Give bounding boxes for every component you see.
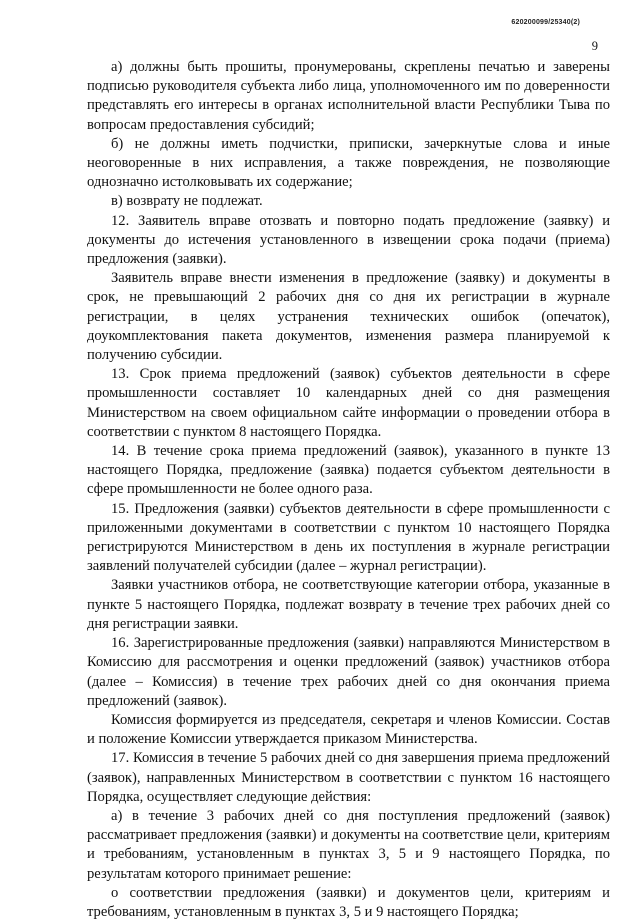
- paragraph: 17. Комиссия в течение 5 рабочих дней со дня завершения приема предложений (заявок), направленных Министерством в соответствии с пунктом 16 настоящего Порядка, осуществляет следующие действия:: [87, 750, 610, 805]
- document-code: 620200099/25340(2): [511, 19, 580, 26]
- paragraph: а) в течение 3 рабочих дней со дня поступления предложений (заявок) рассматривает предложения (заявки) и документы на соответствие цели, критериям и требованиям, установленным в пунктах 3, 5 и 9 настоящего Порядка, по результатам которого принимает решение:: [87, 807, 610, 882]
- paragraph: в) возврату не подлежат.: [111, 193, 263, 210]
- paragraph: 14. В течение срока приема предложений (заявок), указанного в пункте 13 настоящего Порядка, предложение (заявка) подается субъектом деятельности в сфере промышленности не более одного раза.: [87, 443, 610, 498]
- paragraph: 12. Заявитель вправе отозвать и повторно подать предложение (заявку) и документы до истечения установленного в извещении срока подачи (приема) предложения (заявки).: [87, 212, 610, 268]
- paragraph: Комиссия формируется из председателя, секретаря и членов Комиссии. Состав и положение Комиссии утверждается приказом Министерства.: [87, 711, 610, 748]
- page-number: 9: [591, 39, 598, 53]
- paragraph: 15. Предложения (заявки) субъектов деятельности в сфере промышленности с приложенными документами в соответствии с пунктом 10 настоящего Порядка регистрируются Министерством в день их поступления в журнале регистрации заявлений получателей субсидии (далее – журнал регистрации).: [87, 500, 610, 575]
- paragraph: а) должны быть прошиты, пронумерованы, скреплены печатью и заверены подписью руководителя субъекта либо лица, уполномоченного им по доверенности представлять его интересы в органах исполнительной власти Республики Тыва по вопросам предоставления субсидий;: [87, 59, 610, 133]
- paragraph: Заявитель вправе внести изменения в предложение (заявку) и документы в срок, не превышающий 2 рабочих дня со дня их регистрации в журнале регистрации, в целях устранения технических ошибок (опечаток), доукомплектования пакета документов, изменения размера планируемой к получению субсидии.: [87, 270, 610, 364]
- paragraph: 13. Срок приема предложений (заявок) субъектов деятельности в сфере промышленности составляет 10 календарных дней со дня размещения Министерством на своем официальном сайте информации о проведении отбора в соответствии с пунктом 8 настоящего Порядка.: [87, 366, 610, 440]
- paragraph: 16. Зарегистрированные предложения (заявки) направляются Министерством в Комиссию для рассмотрения и оценки предложений (заявок) участников отбора (далее – Комиссия) в течение трех рабочих дней со дня окончания приема предложений (заявок).: [87, 635, 610, 709]
- paragraph: б) не должны иметь подчистки, приписки, зачеркнутые слова и иные неоговоренные в них исправления, а также повреждения, не позволяющие однозначно истолковывать их содержание;: [87, 135, 610, 191]
- document-body: [87, 58, 610, 922]
- paragraph: Заявки участников отбора, не соответствующие категории отбора, указанные в пункте 5 настоящего Порядка, подлежат возврату в течение трех рабочих дней со дня регистрации заявки.: [87, 577, 610, 632]
- paragraph: о соответствии предложения (заявки) и документов цели, критериям и требованиям, установленным в пунктах 3, 5 и 9 настоящего Порядка;: [87, 884, 610, 920]
